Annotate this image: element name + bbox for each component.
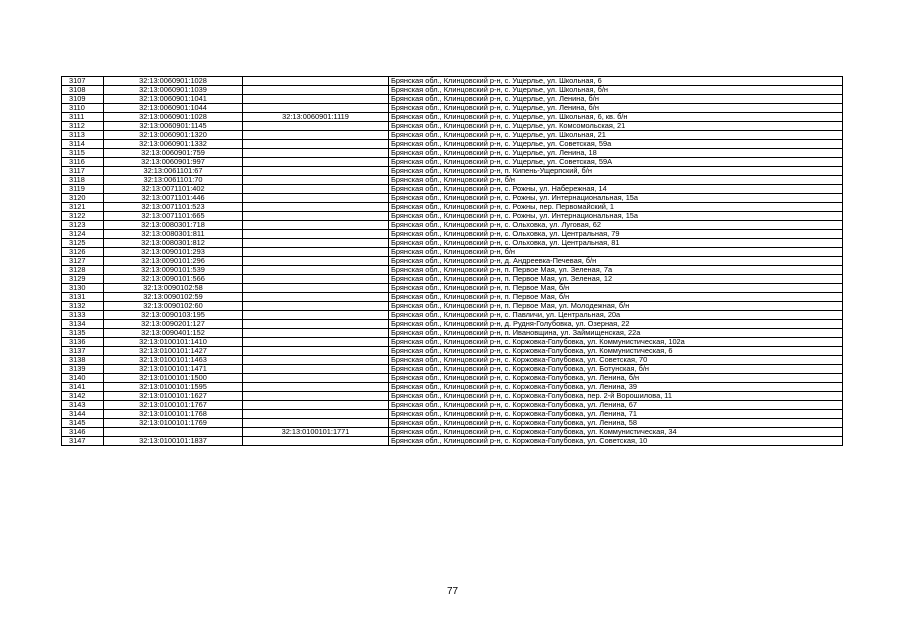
address-cell: Брянская обл., Клинцовский р-н, с. Коржовка-Голубовка, ул. Советская, 10 — [389, 437, 843, 446]
related-cadastral-number-cell — [243, 419, 389, 428]
related-cadastral-number-cell — [243, 176, 389, 185]
cadastral-number-cell: 32:13:0060901:1028 — [104, 77, 243, 86]
row-number-cell: 3138 — [62, 356, 104, 365]
related-cadastral-number-cell — [243, 221, 389, 230]
related-cadastral-number-cell — [243, 410, 389, 419]
address-cell: Брянская обл., Клинцовский р-н, б/н — [389, 248, 843, 257]
address-cell: Брянская обл., Клинцовский р-н, с. Коржовка-Голубовка, ул. Ленина, 39 — [389, 383, 843, 392]
table-row — [62, 311, 843, 320]
cadastral-number-cell: 32:13:0090101:293 — [104, 248, 243, 257]
table-row — [62, 338, 843, 347]
row-number-cell: 3107 — [62, 77, 104, 86]
address-cell: Брянская обл., Клинцовский р-н, с. Коржовка-Голубовка, ул. Ленина, 58 — [389, 419, 843, 428]
row-number-cell: 3121 — [62, 203, 104, 212]
address-cell: Брянская обл., Клинцовский р-н, д. Рудня-Голубовка, ул. Озерная, 22 — [389, 320, 843, 329]
table-row — [62, 230, 843, 239]
cadastral-number-cell: 32:13:0060901:997 — [104, 158, 243, 167]
cadastral-number-cell: 32:13:0060901:1332 — [104, 140, 243, 149]
related-cadastral-number-cell — [243, 302, 389, 311]
table-row — [62, 320, 843, 329]
row-number-cell: 3136 — [62, 338, 104, 347]
row-number-cell: 3139 — [62, 365, 104, 374]
row-number-cell: 3143 — [62, 401, 104, 410]
table-row — [62, 248, 843, 257]
row-number-cell: 3146 — [62, 428, 104, 437]
address-cell: Брянская обл., Клинцовский р-н, с. Коржовка-Голубовка, ул. Советская, 70 — [389, 356, 843, 365]
cadastral-number-cell: 32:13:0080301:812 — [104, 239, 243, 248]
related-cadastral-number-cell — [243, 275, 389, 284]
cadastral-number-cell: 32:13:0090201:127 — [104, 320, 243, 329]
related-cadastral-number-cell — [243, 401, 389, 410]
cadastral-number-cell: 32:13:0100101:1769 — [104, 419, 243, 428]
row-number-cell: 3133 — [62, 311, 104, 320]
table-row — [62, 347, 843, 356]
row-number-cell: 3144 — [62, 410, 104, 419]
cadastral-number-cell: 32:13:0071101:446 — [104, 194, 243, 203]
row-number-cell: 3131 — [62, 293, 104, 302]
address-cell: Брянская обл., Клинцовский р-н, с. Коржовка-Голубовка, ул. Ботунская, б/н — [389, 365, 843, 374]
table-row — [62, 293, 843, 302]
table-row — [62, 239, 843, 248]
cadastral-number-cell: 32:13:0060901:1145 — [104, 122, 243, 131]
related-cadastral-number-cell — [243, 194, 389, 203]
address-cell: Брянская обл., Клинцовский р-н, с. Павличи, ул. Центральная, 20а — [389, 311, 843, 320]
related-cadastral-number-cell — [243, 167, 389, 176]
table-row — [62, 257, 843, 266]
row-number-cell: 3112 — [62, 122, 104, 131]
address-cell: Брянская обл., Клинцовский р-н, с. Ущерлье, ул. Ленина, 18 — [389, 149, 843, 158]
row-number-cell: 3141 — [62, 383, 104, 392]
cadastral-number-cell: 32:13:0100101:1595 — [104, 383, 243, 392]
cadastral-number-cell: 32:13:0060901:1039 — [104, 86, 243, 95]
cadastral-number-cell: 32:13:0100101:1463 — [104, 356, 243, 365]
row-number-cell: 3108 — [62, 86, 104, 95]
related-cadastral-number-cell — [243, 77, 389, 86]
address-cell: Брянская обл., Клинцовский р-н, с. Ущерлье, ул. Школьная, 21 — [389, 131, 843, 140]
related-cadastral-number-cell — [243, 365, 389, 374]
address-cell: Брянская обл., Клинцовский р-н, п. Первое Мая, б/н — [389, 293, 843, 302]
related-cadastral-number-cell: 32:13:0100101:1771 — [243, 428, 389, 437]
related-cadastral-number-cell — [243, 248, 389, 257]
row-number-cell: 3114 — [62, 140, 104, 149]
cadastral-number-cell: 32:13:0090101:566 — [104, 275, 243, 284]
address-cell: Брянская обл., Клинцовский р-н, п. Первое Мая, ул. Зеленая, 12 — [389, 275, 843, 284]
row-number-cell: 3135 — [62, 329, 104, 338]
cadastral-number-cell: 32:13:0060901:759 — [104, 149, 243, 158]
related-cadastral-number-cell — [243, 185, 389, 194]
related-cadastral-number-cell — [243, 86, 389, 95]
row-number-cell: 3116 — [62, 158, 104, 167]
row-number-cell: 3117 — [62, 167, 104, 176]
address-cell: Брянская обл., Клинцовский р-н, б/н — [389, 176, 843, 185]
row-number-cell: 3134 — [62, 320, 104, 329]
table-row — [62, 284, 843, 293]
address-cell: Брянская обл., Клинцовский р-н, с. Рожны, ул. Набережная, 14 — [389, 185, 843, 194]
row-number-cell: 3115 — [62, 149, 104, 158]
address-cell: Брянская обл., Клинцовский р-н, с. Ущерлье, ул. Ленина, б/н — [389, 104, 843, 113]
related-cadastral-number-cell — [243, 239, 389, 248]
cadastral-number-cell: 32:13:0090101:296 — [104, 257, 243, 266]
row-number-cell: 3137 — [62, 347, 104, 356]
cadastral-number-cell: 32:13:0071101:665 — [104, 212, 243, 221]
related-cadastral-number-cell — [243, 149, 389, 158]
address-cell: Брянская обл., Клинцовский р-н, с. Ущерлье, ул. Ленина, б/н — [389, 95, 843, 104]
table-row — [62, 221, 843, 230]
cadastral-number-cell: 32:13:0060901:1320 — [104, 131, 243, 140]
table-row — [62, 383, 843, 392]
cadastral-number-cell: 32:13:0080301:811 — [104, 230, 243, 239]
cadastral-number-cell: 32:13:0090102:58 — [104, 284, 243, 293]
row-number-cell: 3113 — [62, 131, 104, 140]
table-row — [62, 212, 843, 221]
row-number-cell: 3111 — [62, 113, 104, 122]
related-cadastral-number-cell — [243, 329, 389, 338]
related-cadastral-number-cell — [243, 95, 389, 104]
address-cell: Брянская обл., Клинцовский р-н, с. Коржовка-Голубовка, ул. Коммунистическая, 6 — [389, 347, 843, 356]
related-cadastral-number-cell — [243, 212, 389, 221]
row-number-cell: 3125 — [62, 239, 104, 248]
table-row — [62, 329, 843, 338]
related-cadastral-number-cell — [243, 257, 389, 266]
page-number: 77 — [446, 586, 459, 597]
related-cadastral-number-cell — [243, 347, 389, 356]
address-cell: Брянская обл., Клинцовский р-н, с. Ущерлье, ул. Комсомольская, 21 — [389, 122, 843, 131]
cadastral-number-cell: 32:13:0061101:70 — [104, 176, 243, 185]
table-row — [62, 275, 843, 284]
address-cell: Брянская обл., Клинцовский р-н, д. Андреевка-Печевая, б/н — [389, 257, 843, 266]
related-cadastral-number-cell — [243, 140, 389, 149]
address-cell: Брянская обл., Клинцовский р-н, п. Первое Мая, ул. Зеленая, 7а — [389, 266, 843, 275]
related-cadastral-number-cell — [243, 437, 389, 446]
related-cadastral-number-cell — [243, 203, 389, 212]
address-cell: Брянская обл., Клинцовский р-н, с. Ольховка, ул. Центральная, 81 — [389, 239, 843, 248]
row-number-cell: 3130 — [62, 284, 104, 293]
table-row — [62, 149, 843, 158]
row-number-cell: 3122 — [62, 212, 104, 221]
table-row — [62, 266, 843, 275]
related-cadastral-number-cell — [243, 266, 389, 275]
address-cell: Брянская обл., Клинцовский р-н, с. Рожны, пер. Первомайский, 1 — [389, 203, 843, 212]
cadastral-number-cell: 32:13:0060901:1028 — [104, 113, 243, 122]
address-cell: Брянская обл., Клинцовский р-н, с. Ущерлье, ул. Школьная, 6, кв. б/н — [389, 113, 843, 122]
table-row — [62, 122, 843, 131]
cadastral-number-cell: 32:13:0060901:1044 — [104, 104, 243, 113]
cadastral-number-cell: 32:13:0090401:152 — [104, 329, 243, 338]
related-cadastral-number-cell — [243, 122, 389, 131]
address-cell: Брянская обл., Клинцовский р-н, с. Ущерлье, ул. Советская, 59А — [389, 158, 843, 167]
address-cell: Брянская обл., Клинцовский р-н, с. Коржовка-Голубовка, ул. Ленина, 67 — [389, 401, 843, 410]
row-number-cell: 3147 — [62, 437, 104, 446]
address-cell: Брянская обл., Клинцовский р-н, с. Коржовка-Голубовка, пер. 2-й Ворошилова, 11 — [389, 392, 843, 401]
cadastral-number-cell: 32:13:0090103:195 — [104, 311, 243, 320]
row-number-cell: 3123 — [62, 221, 104, 230]
cadastral-number-cell: 32:13:0060901:1041 — [104, 95, 243, 104]
row-number-cell: 3126 — [62, 248, 104, 257]
cadastral-number-cell: 32:13:0071101:402 — [104, 185, 243, 194]
related-cadastral-number-cell — [243, 293, 389, 302]
table-row — [62, 176, 843, 185]
related-cadastral-number-cell — [243, 383, 389, 392]
table-row — [62, 428, 843, 437]
row-number-cell: 3110 — [62, 104, 104, 113]
related-cadastral-number-cell — [243, 320, 389, 329]
address-cell: Брянская обл., Клинцовский р-н, с. Коржовка-Голубовка, ул. Ленина, 71 — [389, 410, 843, 419]
table-row — [62, 194, 843, 203]
table-row — [62, 140, 843, 149]
table-row — [62, 185, 843, 194]
cadastral-number-cell: 32:13:0080301:718 — [104, 221, 243, 230]
table-row — [62, 104, 843, 113]
table-row — [62, 374, 843, 383]
row-number-cell: 3127 — [62, 257, 104, 266]
row-number-cell: 3120 — [62, 194, 104, 203]
address-cell: Брянская обл., Клинцовский р-н, с. Коржовка-Голубовка, ул. Коммунистическая, 34 — [389, 428, 843, 437]
property-table — [61, 76, 843, 446]
related-cadastral-number-cell — [243, 392, 389, 401]
cadastral-number-cell: 32:13:0100101:1410 — [104, 338, 243, 347]
related-cadastral-number-cell: 32:13:0060901:1119 — [243, 113, 389, 122]
address-cell: Брянская обл., Клинцовский р-н, с. Рожны, ул. Интернациональная, 15а — [389, 212, 843, 221]
row-number-cell: 3109 — [62, 95, 104, 104]
address-cell: Брянская обл., Клинцовский р-н, с. Ущерлье, ул. Советская, 59а — [389, 140, 843, 149]
table-row — [62, 203, 843, 212]
related-cadastral-number-cell — [243, 131, 389, 140]
address-cell: Брянская обл., Клинцовский р-н, с. Коржовка-Голубовка, ул. Ленина, б/н — [389, 374, 843, 383]
cadastral-number-cell: 32:13:0090102:60 — [104, 302, 243, 311]
address-cell: Брянская обл., Клинцовский р-н, п. Первое Мая, б/н — [389, 284, 843, 293]
cadastral-number-cell: 32:13:0100101:1471 — [104, 365, 243, 374]
address-cell: Брянская обл., Клинцовский р-н, с. Ущерлье, ул. Школьная, б/н — [389, 86, 843, 95]
related-cadastral-number-cell — [243, 356, 389, 365]
related-cadastral-number-cell — [243, 158, 389, 167]
address-cell: Брянская обл., Клинцовский р-н, п. Ивановщина, ул. Займищенская, 22а — [389, 329, 843, 338]
table-row — [62, 95, 843, 104]
row-number-cell: 3118 — [62, 176, 104, 185]
row-number-cell: 3129 — [62, 275, 104, 284]
table-row — [62, 113, 843, 122]
cadastral-number-cell: 32:13:0100101:1427 — [104, 347, 243, 356]
table-row — [62, 392, 843, 401]
table-row — [62, 437, 843, 446]
related-cadastral-number-cell — [243, 311, 389, 320]
cadastral-number-cell: 32:13:0100101:1500 — [104, 374, 243, 383]
address-cell: Брянская обл., Клинцовский р-н, с. Ущерлье, ул. Школьная, 6 — [389, 77, 843, 86]
cadastral-number-cell: 32:13:0061101:67 — [104, 167, 243, 176]
cadastral-number-cell: 32:13:0100101:1837 — [104, 437, 243, 446]
table-row — [62, 356, 843, 365]
table-row — [62, 167, 843, 176]
table-row — [62, 401, 843, 410]
row-number-cell: 3128 — [62, 266, 104, 275]
cadastral-number-cell: 32:13:0090102:59 — [104, 293, 243, 302]
related-cadastral-number-cell — [243, 374, 389, 383]
row-number-cell: 3145 — [62, 419, 104, 428]
related-cadastral-number-cell — [243, 284, 389, 293]
address-cell: Брянская обл., Клинцовский р-н, п. Кипень-Ущерпский, б/н — [389, 167, 843, 176]
address-cell: Брянская обл., Клинцовский р-н, с. Ольховка, ул. Луговая, 62 — [389, 221, 843, 230]
address-cell: Брянская обл., Клинцовский р-н, с. Ольховка, ул. Центральная, 79 — [389, 230, 843, 239]
cadastral-number-cell: 32:13:0100101:1768 — [104, 410, 243, 419]
table-row — [62, 158, 843, 167]
table-row — [62, 77, 843, 86]
table-row — [62, 86, 843, 95]
address-cell: Брянская обл., Клинцовский р-н, с. Рожны, ул. Интернациональная, 15а — [389, 194, 843, 203]
related-cadastral-number-cell — [243, 104, 389, 113]
row-number-cell: 3142 — [62, 392, 104, 401]
row-number-cell: 3124 — [62, 230, 104, 239]
cadastral-number-cell — [104, 428, 243, 437]
table-row — [62, 410, 843, 419]
table-row — [62, 419, 843, 428]
cadastral-number-cell: 32:13:0090101:539 — [104, 266, 243, 275]
row-number-cell: 3132 — [62, 302, 104, 311]
address-cell: Брянская обл., Клинцовский р-н, п. Первое Мая, ул. Молодежная, б/н — [389, 302, 843, 311]
related-cadastral-number-cell — [243, 230, 389, 239]
cadastral-number-cell: 32:13:0100101:1767 — [104, 401, 243, 410]
address-cell: Брянская обл., Клинцовский р-н, с. Коржовка-Голубовка, ул. Коммунистическая, 102а — [389, 338, 843, 347]
row-number-cell: 3119 — [62, 185, 104, 194]
cadastral-number-cell: 32:13:0071101:523 — [104, 203, 243, 212]
row-number-cell: 3140 — [62, 374, 104, 383]
table-row — [62, 365, 843, 374]
table-body — [62, 77, 843, 446]
table-row — [62, 302, 843, 311]
table-row — [62, 131, 843, 140]
cadastral-number-cell: 32:13:0100101:1627 — [104, 392, 243, 401]
related-cadastral-number-cell — [243, 338, 389, 347]
